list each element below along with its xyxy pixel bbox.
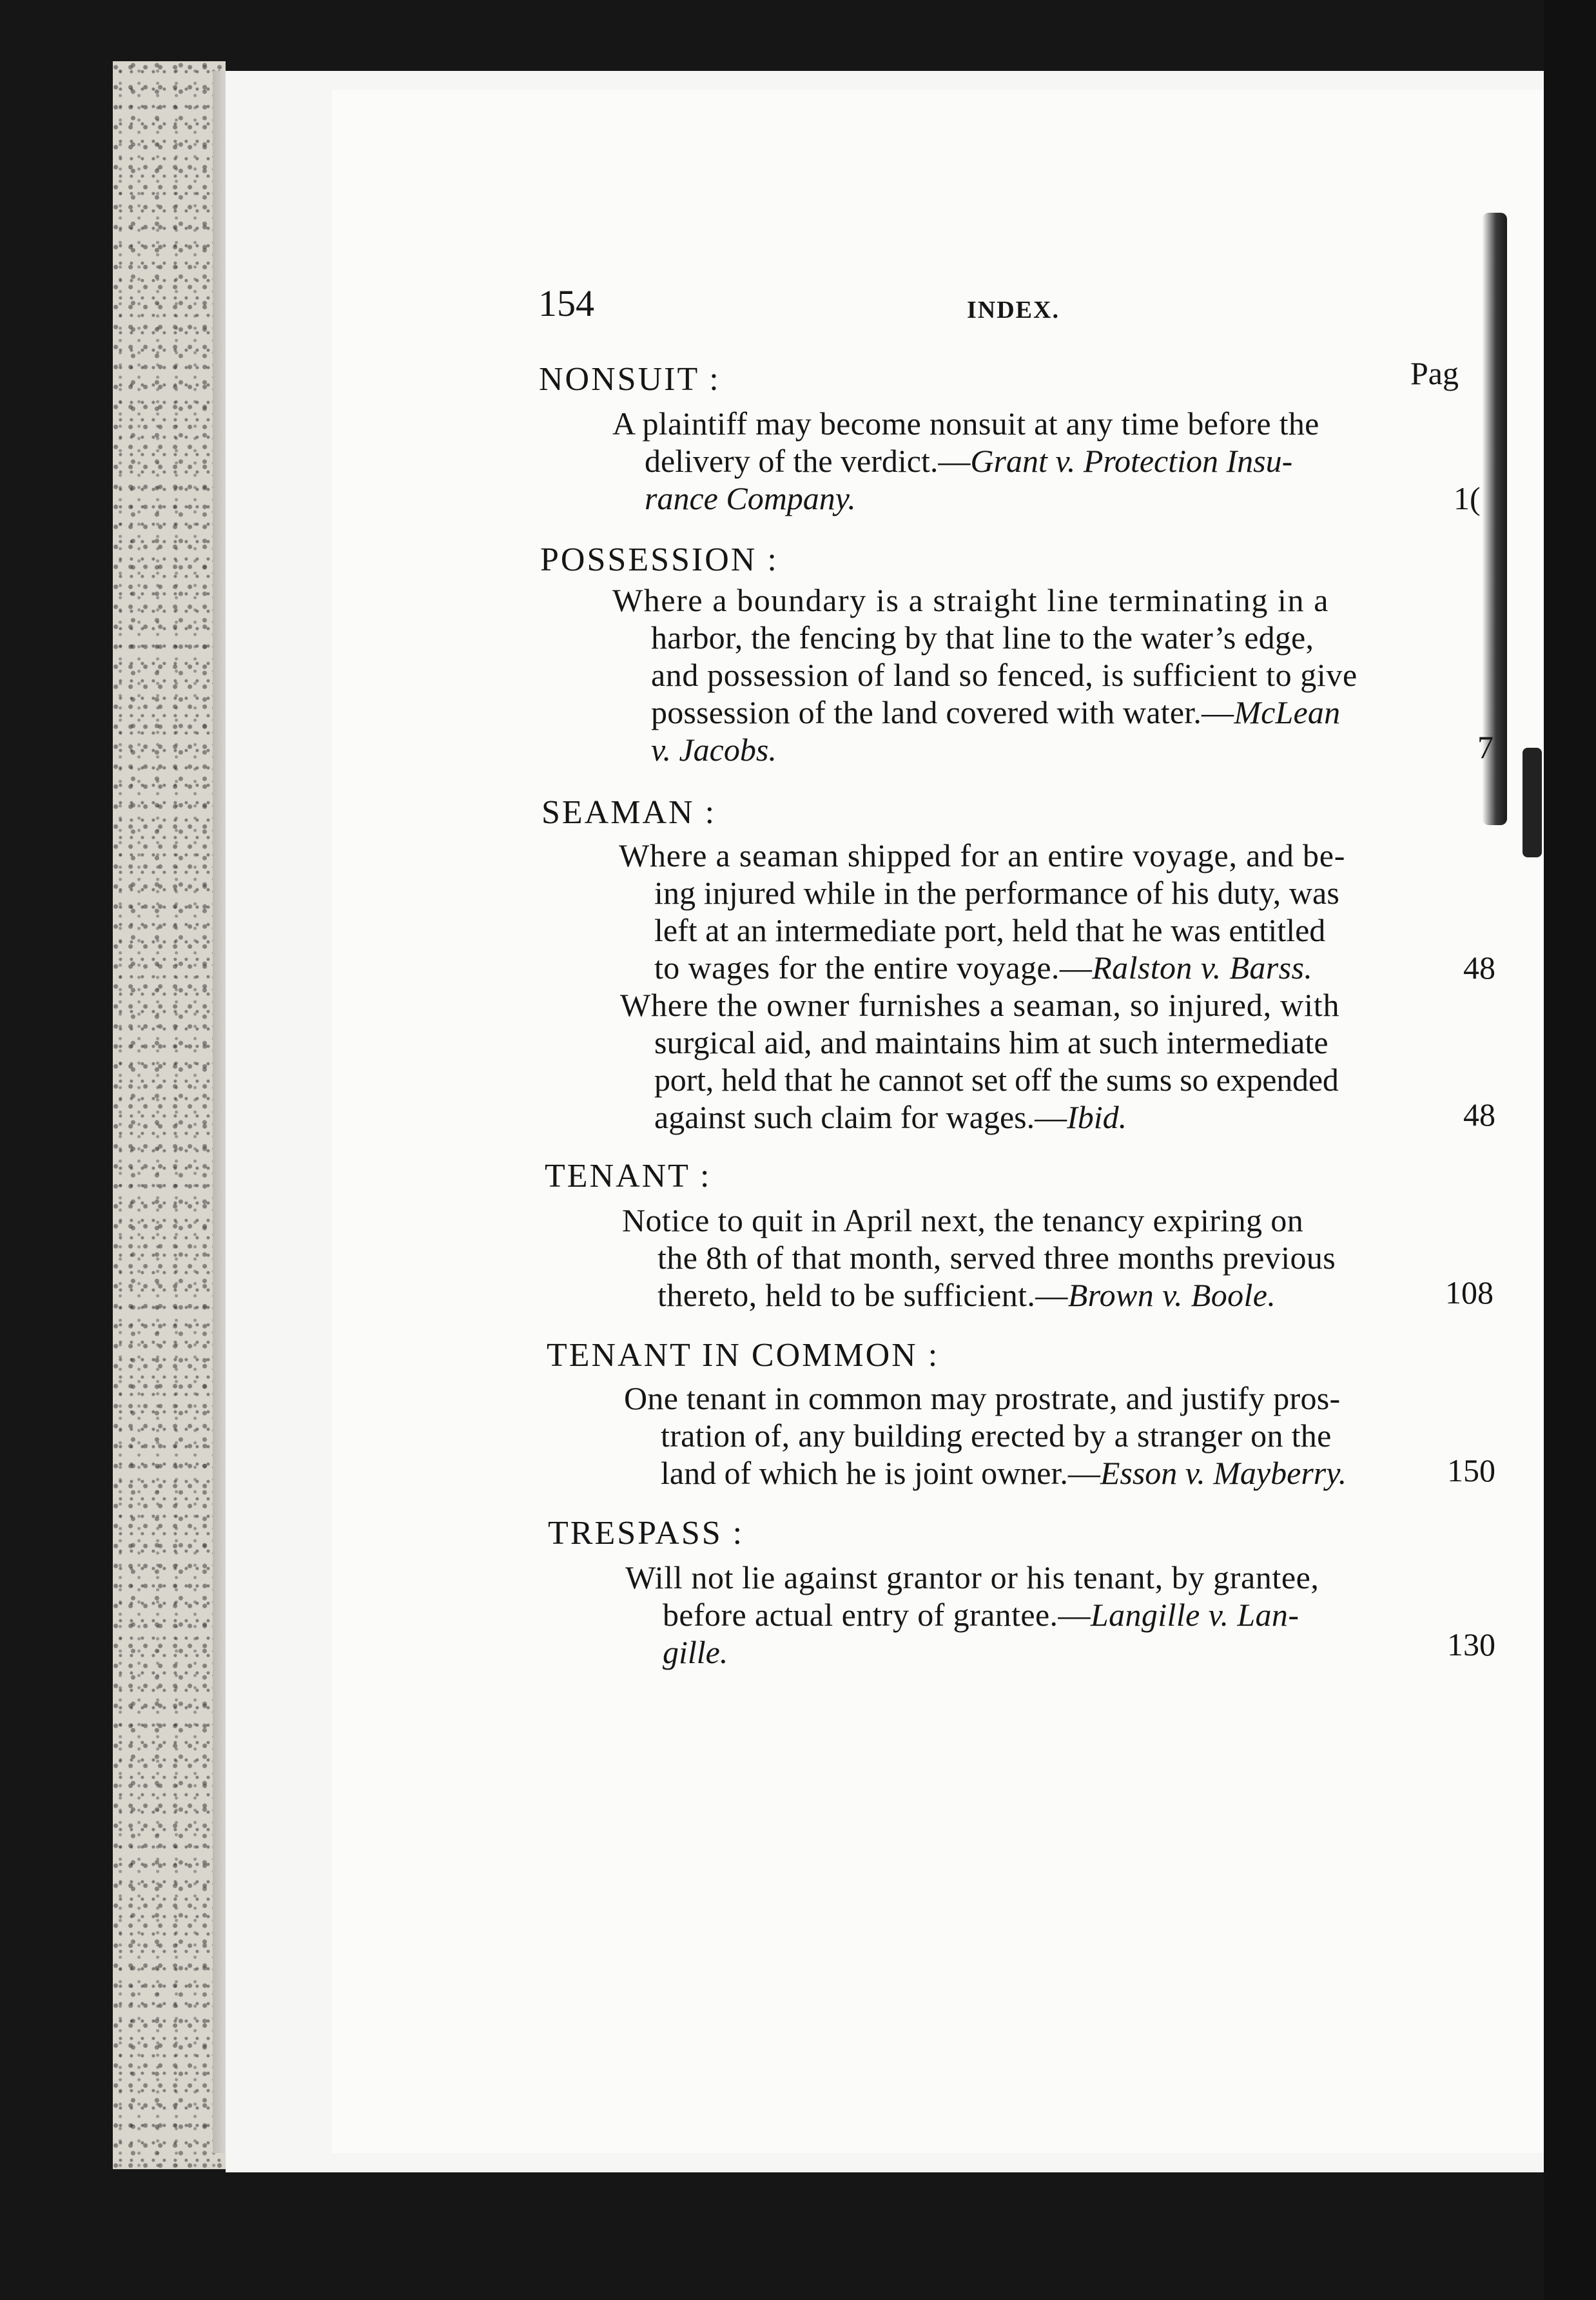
case-citation: McLean — [1234, 694, 1341, 730]
entry-text: against such claim for wages.— — [654, 1099, 1067, 1135]
entry-line: Will not lie against grantor or his tenant, by grantee, — [625, 1559, 1319, 1595]
index-heading: SEAMAN : — [541, 794, 717, 831]
entry-line — [657, 1276, 1276, 1314]
page-reference: 48 — [1463, 1096, 1495, 1133]
running-title: INDEX. — [967, 297, 1060, 324]
entry-text: land of which he is joint owner.— — [661, 1455, 1100, 1491]
entry-line: harbor, the fencing by that line to the water’s edge, — [651, 619, 1314, 656]
entry-line — [654, 949, 1312, 986]
entry-line: Where the owner furnishes a seaman, so injured, with — [620, 987, 1340, 1023]
entry-line: Where a seaman shipped for an entire voyage, and be- — [619, 837, 1346, 873]
entry-line — [661, 1454, 1347, 1492]
case-citation: Grant v. Protection Insu- — [970, 443, 1293, 479]
page-reference: 7 — [1477, 729, 1494, 765]
case-citation: Esson v. Mayberry. — [1100, 1455, 1347, 1491]
page-reference: 1( — [1454, 480, 1481, 516]
entry-line: One tenant in common may prostrate, and justify pros- — [624, 1380, 1341, 1416]
index-heading: TENANT : — [545, 1158, 712, 1194]
entry-line — [663, 1596, 1299, 1633]
entry-text: thereto, held to be sufficient.— — [657, 1277, 1068, 1313]
case-citation: gille. — [663, 1634, 728, 1670]
index-heading: TENANT IN COMMON : — [547, 1337, 940, 1374]
page-number: 154 — [538, 282, 594, 324]
entry-line — [654, 1098, 1127, 1136]
case-citation: Langille v. Lan- — [1090, 1597, 1299, 1633]
case-citation: Ibid. — [1067, 1099, 1127, 1135]
index-heading: NONSUIT : — [539, 361, 721, 398]
entry-line — [645, 442, 1292, 480]
entry-line: ing injured while in the performance of his duty, was — [654, 875, 1339, 911]
entry-text: possession of the land covered with water.— — [651, 694, 1234, 730]
case-citation: Brown v. Boole. — [1067, 1277, 1276, 1313]
page-reference: 48 — [1463, 950, 1495, 986]
entry-line: surgical aid, and maintains him at such intermediate — [654, 1024, 1328, 1060]
page-reference: 130 — [1447, 1626, 1495, 1662]
page-column-label: Pag — [1410, 355, 1459, 391]
entry-line: the 8th of that month, served three months previous — [657, 1240, 1336, 1276]
entry-line: Where a boundary is a straight line terminating in a — [612, 582, 1330, 618]
entry-line: tration of, any building erected by a stranger on the — [661, 1418, 1332, 1454]
case-citation: Ralston v. Barss. — [1092, 950, 1313, 986]
entry-text: before actual entry of grantee.— — [663, 1597, 1091, 1633]
entry-line: and possession of land so fenced, is sufficient to give — [651, 657, 1358, 693]
index-heading: TRESPASS : — [548, 1515, 744, 1552]
entry-line: left at an intermediate port, held that he was entitled — [654, 912, 1326, 948]
entry-text: delivery of the verdict.— — [645, 443, 971, 479]
entry-line — [651, 694, 1340, 731]
entry-line: A plaintiff may become nonsuit at any time before the — [612, 405, 1319, 442]
page-reference: 108 — [1445, 1274, 1494, 1311]
entry-line: Notice to quit in April next, the tenancy expiring on — [622, 1202, 1304, 1238]
entry-text: to wages for the entire voyage.— — [654, 950, 1093, 986]
entry-line: port, held that he cannot set off the sums so expended — [654, 1062, 1339, 1098]
case-citation: rance Company. — [645, 480, 856, 516]
index-heading: POSSESSION : — [540, 541, 779, 578]
case-citation: v. Jacobs. — [651, 732, 777, 768]
page-reference: 150 — [1447, 1452, 1495, 1488]
